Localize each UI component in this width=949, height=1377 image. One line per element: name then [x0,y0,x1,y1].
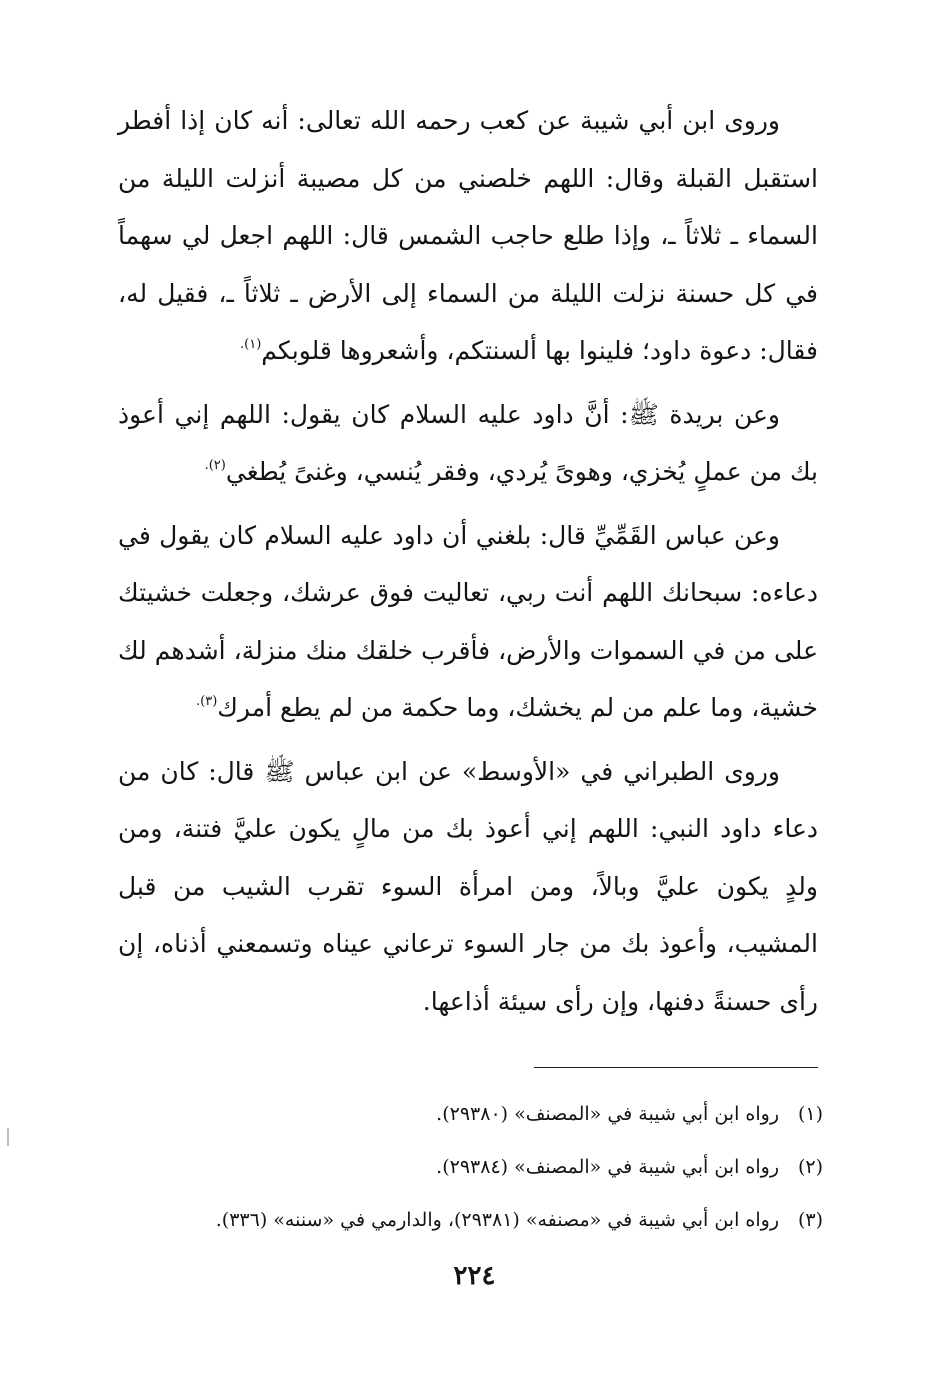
footnote-text: رواه ابن أبي شيبة في «المصنف» (٢٩٣٨٤). [436,1156,779,1178]
footnote-ref: (٣). [196,693,218,709]
footnote [118,1141,823,1194]
footnote-number: (١) [797,1103,823,1125]
paragraph-text: وعن عباس القَمِّيِّ قال: بلغني أن داود عليه السلام كان يقول في دعاءه: سبحانك اللهم أنت ربي، تعاليت فوق عرشك، وجعلت خشيتك على من في السموات والأرض، فأقرب خلقك منك منزلة، أشدهم لك خشية، وما علم من لم يخشك، وما حكمة من لم يطع أمرك [118,520,818,722]
paragraph [118,386,818,501]
paragraph-text: وروى ابن أبي شيبة عن كعب رحمه الله تعالى: أنه كان إذا أفطر استقبل القبلة وقال: اللهم خلصني من كل مصيبة أنزلت الليلة من السماء ـ ثلاثاً ـ، وإذا طلع حاجب الشمس قال: اللهم اجعل لي سهماً في كل حسنة نزلت الليلة من السماء إلى الأرض ـ ثلاثاً ـ، فقيل له، فقال: دعوة داود؛ فلينوا بها ألسنتكم، وأشعروها قلوبكم [118,106,818,365]
footnote [118,1194,823,1247]
main-text [118,92,818,1030]
paragraph [118,743,818,1031]
paragraph [118,92,818,380]
footnote [118,1088,823,1141]
footnotes [118,1088,823,1247]
page-number: ٢٢٤ [453,1261,496,1291]
footnote-ref: (٢). [204,457,226,473]
footnote-ref: (١). [240,336,262,352]
footnote-text: رواه ابن أبي شيبة في «مصنفه» (٢٩٣٨١)، والدارمي في «سننه» (٣٣٦). [215,1209,779,1231]
paragraph-text: وعن بريدة ﷺ: أنَّ داود عليه السلام كان يقول: اللهم إني أعوذ بك من عملٍ يُخزي، وهوىً يُردي، وفقر يُنسي، وغنىً يُطغي [118,399,818,486]
paragraph [118,507,818,737]
paragraph-text: وروى الطبراني في «الأوسط» عن ابن عباس ﷺ قال: كان من دعاء داود النبي: اللهم إني أعوذ بك من مالٍ يكون عليَّ فتنة، ومن ولدٍ يكون عليَّ وبالاً، ومن امرأة السوء تقرب الشيب من قبل المشيب، وأعوذ بك من جار السوء ترعاني عيناه وتسمعني أذناه، إن رأى حسنةً دفنها، وإن رأى سيئة أذاعها. [118,756,818,1016]
scan-edge-mark [7,1128,9,1146]
footnote-text: رواه ابن أبي شيبة في «المصنف» (٢٩٣٨٠). [436,1103,779,1125]
footnote-separator [534,1067,818,1068]
footnote-number: (٢) [797,1156,823,1178]
footnote-number: (٣) [797,1209,823,1231]
